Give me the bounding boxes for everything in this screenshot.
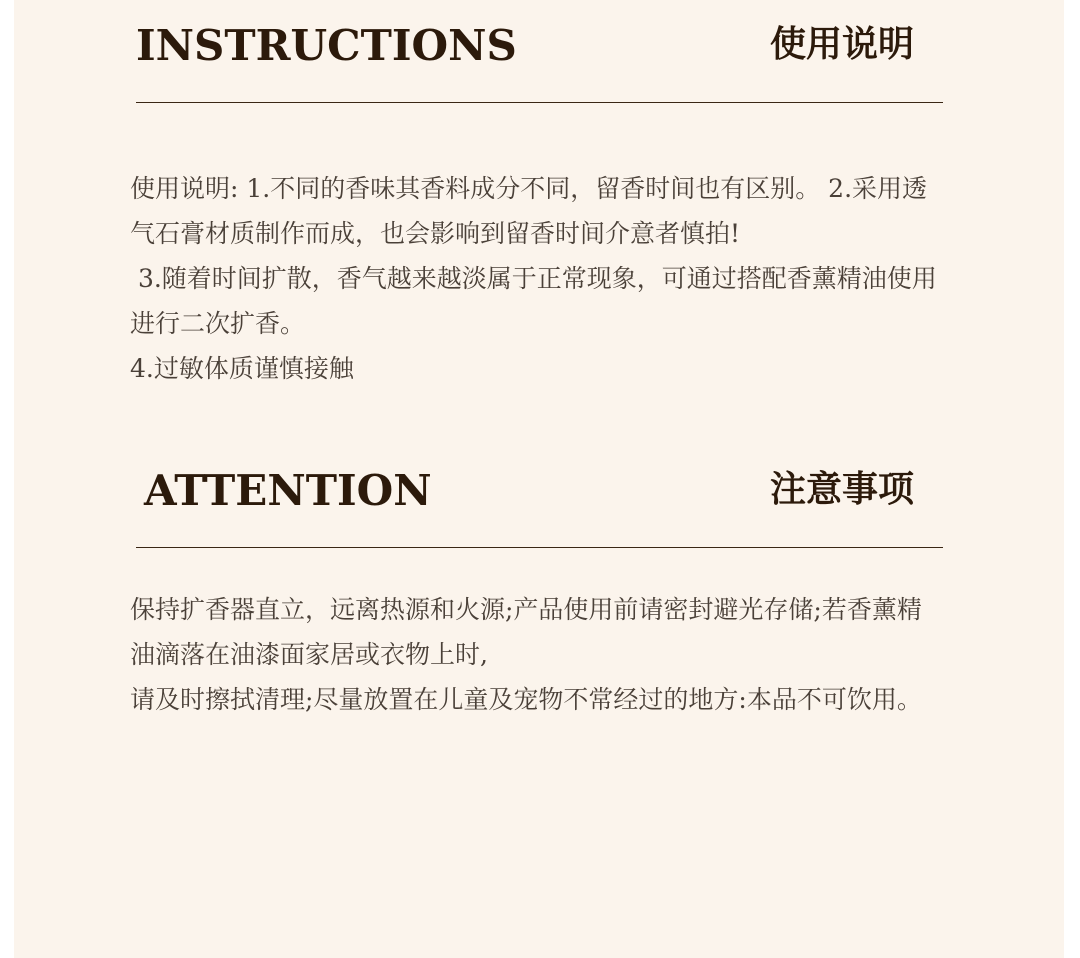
attention-body (130, 587, 942, 722)
attention-paragraph: 请及时擦拭清理;尽量放置在儿童及宠物不常经过的地方:本品不可饮用。 (130, 685, 922, 714)
attention-heading-zh: 注意事项 (770, 468, 915, 510)
instructions-heading-en: INSTRUCTIONS (136, 21, 517, 70)
instructions-paragraph: 3.随着时间扩散，香气越来越淡属于正常现象，可通过搭配香薰精油使用进行二次扩香。 (130, 264, 937, 338)
instructions-heading-zh: 使用说明 (770, 23, 915, 65)
instructions-body (130, 166, 942, 391)
instructions-paragraph: 使用说明: 1.不同的香味其香料成分不同，留香时间也有区别。 2.采用透气石膏材质制作而成，也会影响到留香时间介意者慎拍! (130, 174, 928, 248)
instructions-paragraph: 4.过敏体质谨慎接触 (130, 354, 354, 383)
attention-heading-en: ATTENTION (144, 466, 432, 515)
attention-divider (136, 547, 943, 548)
attention-paragraph: 保持扩香器直立，远离热源和火源;产品使用前请密封避光存储;若香薰精油滴落在油漆面家居或衣物上时, (130, 595, 922, 669)
instructions-divider (136, 102, 943, 103)
